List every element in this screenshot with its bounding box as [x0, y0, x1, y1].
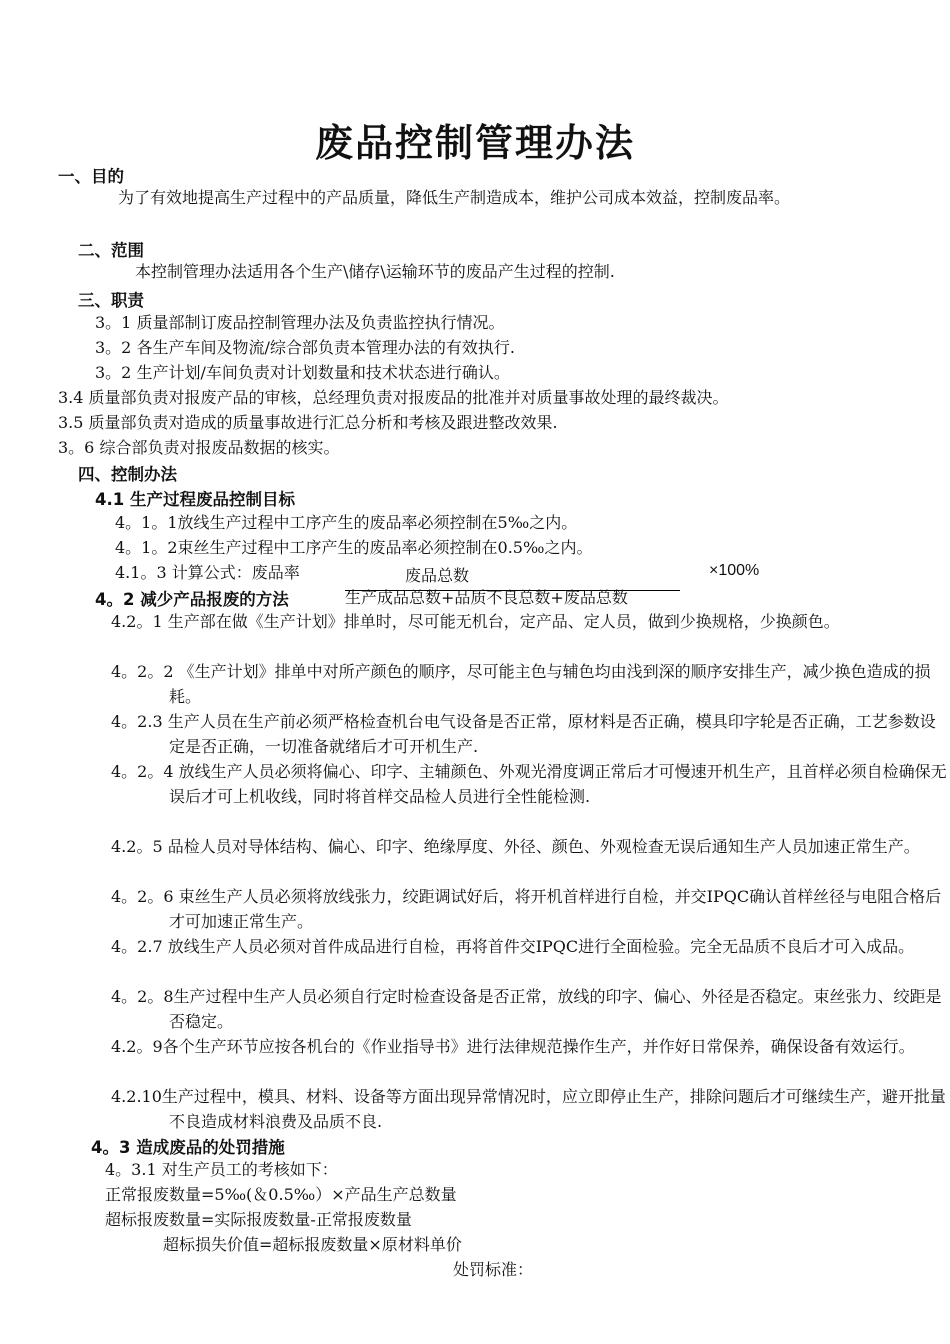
- purpose-text: 为了有效地提高生产过程中的产品质量，降低生产制造成本，维护公司成本效益，控制废品率。: [118, 188, 791, 207]
- duty-item: 3。6 综合部负责对报废品数据的核实。: [58, 438, 340, 457]
- method-item: 4.2.10生产过程中，模具、材料、设备等方面出现异常情况时，应立即停止生产，排除问题后才可继续生产，避开批量不良造成材料浪费及品质不良.: [111, 1087, 946, 1131]
- section-heading-purpose: 一、目的: [58, 167, 124, 186]
- section-heading-control: 四、控制办法: [78, 465, 177, 484]
- subsection-heading-target: 4.1 生产过程废品控制目标: [95, 490, 295, 509]
- scope-text: 本控制管理办法适用各个生产\储存\运输环节的废品产生过程的控制.: [135, 262, 615, 281]
- duty-item: 3.4 质量部负责对报废产品的审核，总经理负责对报废品的批准并对质量事故处理的最终裁决。: [58, 388, 729, 407]
- formula-numerator: 废品总数: [405, 566, 470, 585]
- target-item: 4。1。2束丝生产过程中工序产生的废品率必须控制在0.5‰之内。: [115, 538, 593, 557]
- method-item: 4。2。8生产过程中生产人员必须自行定时检查设备是否正常，放线的印字、偏心、外径是否稳定。束丝张力、绞距是否稳定。: [111, 987, 942, 1031]
- subsection-heading-penalty: 4。3 造成废品的处罚措施: [91, 1138, 285, 1157]
- penalty-line: 4。3.1 对生产员工的考核如下：: [105, 1160, 338, 1179]
- method-item: 4。2.3 生产人员在生产前必须严格检查机台电气设备是否正常，原材料是否正确，模具印字轮是否正确，工艺参数设定是否正确，一切准备就绪后才可开机生产.: [111, 712, 936, 756]
- method-item: 4。2.7 放线生产人员必须对首件成品进行自检，再将首件交IPQC进行全面检验。完全无品质不良后才可入成品。: [111, 937, 915, 956]
- penalty-line: 超标损失价值=超标报废数量×原材料单价: [163, 1235, 462, 1254]
- duty-item: 3。1 质量部制订废品控制管理办法及负责监控执行情况。: [95, 313, 505, 332]
- penalty-line: 超标报废数量=实际报废数量-正常报废数量: [105, 1210, 412, 1229]
- method-item: 4。2。6 束丝生产人员必须将放线张力，绞距调试好后，将开机首样进行自检，并交IPQC确认首样丝径与电阻合格后才可加速正常生产。: [111, 887, 942, 931]
- target-item: 4。1。1放线生产过程中工序产生的废品率必须控制在5‰之内。: [115, 513, 578, 532]
- method-item: 4。2。4 放线生产人员必须将偏心、印字、主辅颜色、外观光滑度调正常后才可慢速开机生产，且首样必须自检确保无误后才可上机收线，同时将首样交品检人员进行全性能检测.: [111, 762, 947, 806]
- duty-item: 3.5 质量部负责对造成的质量事故进行汇总分析和考核及跟进整改效果.: [58, 413, 558, 432]
- section-heading-scope: 二、范围: [78, 241, 144, 260]
- formula-denominator: 生产成品总数+品质不良总数+废品总数: [345, 588, 628, 607]
- method-item: 4.2。9各个生产环节应按各机台的《作业指导书》进行法律规范操作生产，并作好日常保养，确保设备有效运行。: [111, 1037, 915, 1056]
- duty-item: 3。2 生产计划/车间负责对计划数量和技术状态进行确认。: [95, 363, 510, 382]
- subsection-heading-methods: 4。2 减少产品报废的方法: [95, 590, 289, 609]
- section-heading-duties: 三、职责: [78, 291, 144, 310]
- formula-prefix: 4.1。3 计算公式：废品率: [115, 563, 300, 582]
- formula-multiplier: ×100%: [709, 562, 760, 579]
- method-item: 4。2。2 《生产计划》排单中对所产颜色的顺序，尽可能主色与辅色均由浅到深的顺序安排生产，减少换色造成的损耗。: [111, 662, 931, 706]
- method-item: 4.2。1 生产部在做《生产计划》排单时，尽可能无机台，定产品、定人员，做到少换规格，少换颜色。: [111, 612, 840, 631]
- document-title: 废品控制管理办法: [314, 121, 635, 165]
- method-item: 4.2。5 品检人员对导体结构、偏心、印字、绝缘厚度、外径、颜色、外观检查无误后通知生产人员加速正常生产。: [111, 837, 920, 856]
- penalty-standard-label: 处罚标准：: [453, 1260, 534, 1279]
- duty-item: 3。2 各生产车间及物流/综合部负责本管理办法的有效执行.: [95, 338, 515, 357]
- penalty-line: 正常报废数量=5‰(＆0.5‰）×产品生产总数量: [105, 1185, 457, 1204]
